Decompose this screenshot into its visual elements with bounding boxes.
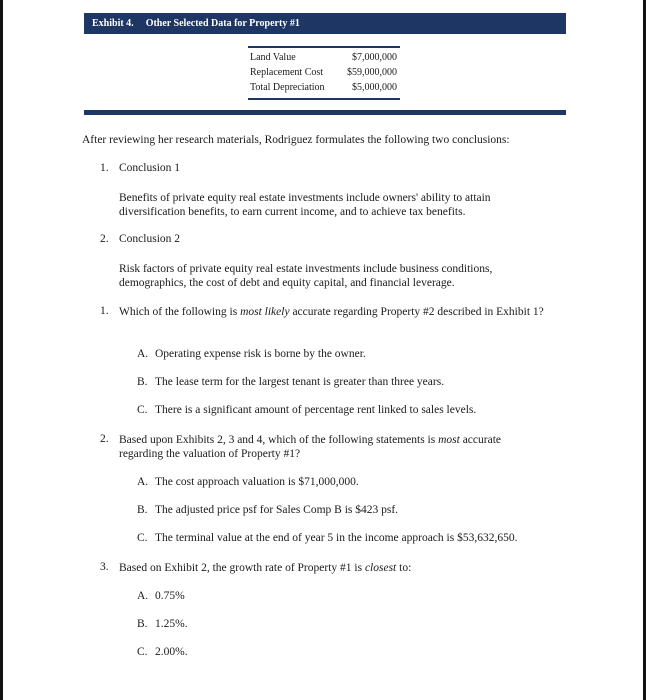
option-text: 0.75% — [155, 590, 185, 602]
option-letter: B. — [137, 618, 148, 630]
conclusion-number: 1. — [100, 162, 109, 174]
option-letter: B. — [137, 504, 148, 516]
answer-option[interactable] — [137, 376, 444, 388]
option-text: 2.00%. — [155, 646, 188, 658]
question-number: 3. — [100, 561, 109, 573]
option-letter: A. — [137, 476, 149, 488]
table-row — [248, 65, 400, 80]
question-number: 1. — [100, 305, 109, 317]
option-text: 1.25%. — [155, 618, 188, 630]
option-text: The adjusted price psf for Sales Comp B is $423 psf. — [155, 504, 399, 516]
row-value: $5,000,000 — [352, 82, 397, 93]
option-letter: C. — [137, 646, 148, 658]
exhibit-number: Exhibit 4. — [92, 18, 134, 29]
answer-option[interactable] — [137, 348, 366, 360]
page-left-edge — [0, 0, 3, 700]
exhibit-data-table — [248, 46, 400, 100]
exhibit-title: Other Selected Data for Property #1 — [145, 18, 300, 29]
answer-option[interactable] — [137, 590, 185, 602]
conclusion-body: Risk factors of private equity real estate investments include business conditions, demographics, the cost of debt and equity capital, and financial leverage. — [119, 263, 493, 289]
question-stem — [119, 433, 544, 461]
option-letter: C. — [137, 404, 148, 416]
option-text: The terminal value at the end of year 5 in the income approach is $53,632,650. — [155, 532, 518, 544]
table-row — [248, 50, 400, 65]
exhibit-footer-rule — [84, 110, 566, 115]
exhibit-header — [84, 13, 566, 34]
option-letter: B. — [137, 376, 148, 388]
intro-paragraph: After reviewing her research materials, Rodriguez formulates the following two conclusions: — [82, 134, 510, 146]
stem-text: Based upon Exhibits 2, 3 and 4, which of the following statements is — [119, 434, 439, 446]
option-text: The lease term for the largest tenant is greater than three years. — [155, 376, 445, 388]
stem-emphasis: closest — [364, 562, 397, 574]
row-value: $7,000,000 — [352, 52, 397, 63]
option-letter: C. — [137, 532, 148, 544]
table-row — [248, 80, 400, 95]
stem-emphasis: most likely — [240, 306, 290, 318]
stem-text: Based on Exhibit 2, the growth rate of Property #1 is — [119, 562, 365, 574]
conclusion-number: 2. — [100, 233, 109, 245]
option-letter: A. — [137, 590, 149, 602]
answer-option[interactable] — [137, 532, 517, 544]
answer-option[interactable] — [137, 404, 476, 416]
answer-option[interactable] — [137, 504, 398, 516]
row-value: $59,000,000 — [347, 67, 397, 78]
stem-text: accurate regarding Property #2 described in Exhibit 1? — [289, 306, 544, 318]
conclusion-body: Benefits of private equity real estate investments include owners' ability to attain diversification benefits, to earn current income, and to achieve tax benefits. — [119, 192, 491, 218]
answer-option[interactable] — [137, 646, 188, 658]
conclusion-title: Conclusion 2 — [119, 233, 181, 245]
stem-text: Which of the following is — [119, 306, 241, 318]
stem-text: accurate regarding the valuation of Property #1? — [119, 434, 501, 460]
conclusion-title: Conclusion 1 — [119, 162, 181, 174]
answer-option[interactable] — [137, 476, 359, 488]
option-text: The cost approach valuation is $71,000,000. — [155, 476, 359, 488]
stem-emphasis: most — [438, 434, 460, 446]
row-label: Land Value — [250, 52, 296, 63]
question-stem — [119, 305, 564, 319]
row-label: Replacement Cost — [250, 67, 324, 78]
option-letter: A. — [137, 348, 149, 360]
question-stem — [119, 561, 564, 575]
row-label: Total Depreciation — [250, 82, 325, 93]
answer-option[interactable] — [137, 618, 188, 630]
option-text: There is a significant amount of percentage rent linked to sales levels. — [155, 404, 477, 416]
question-number: 2. — [100, 433, 109, 445]
option-text: Operating expense risk is borne by the owner. — [155, 348, 366, 360]
stem-text: to: — [396, 562, 412, 574]
